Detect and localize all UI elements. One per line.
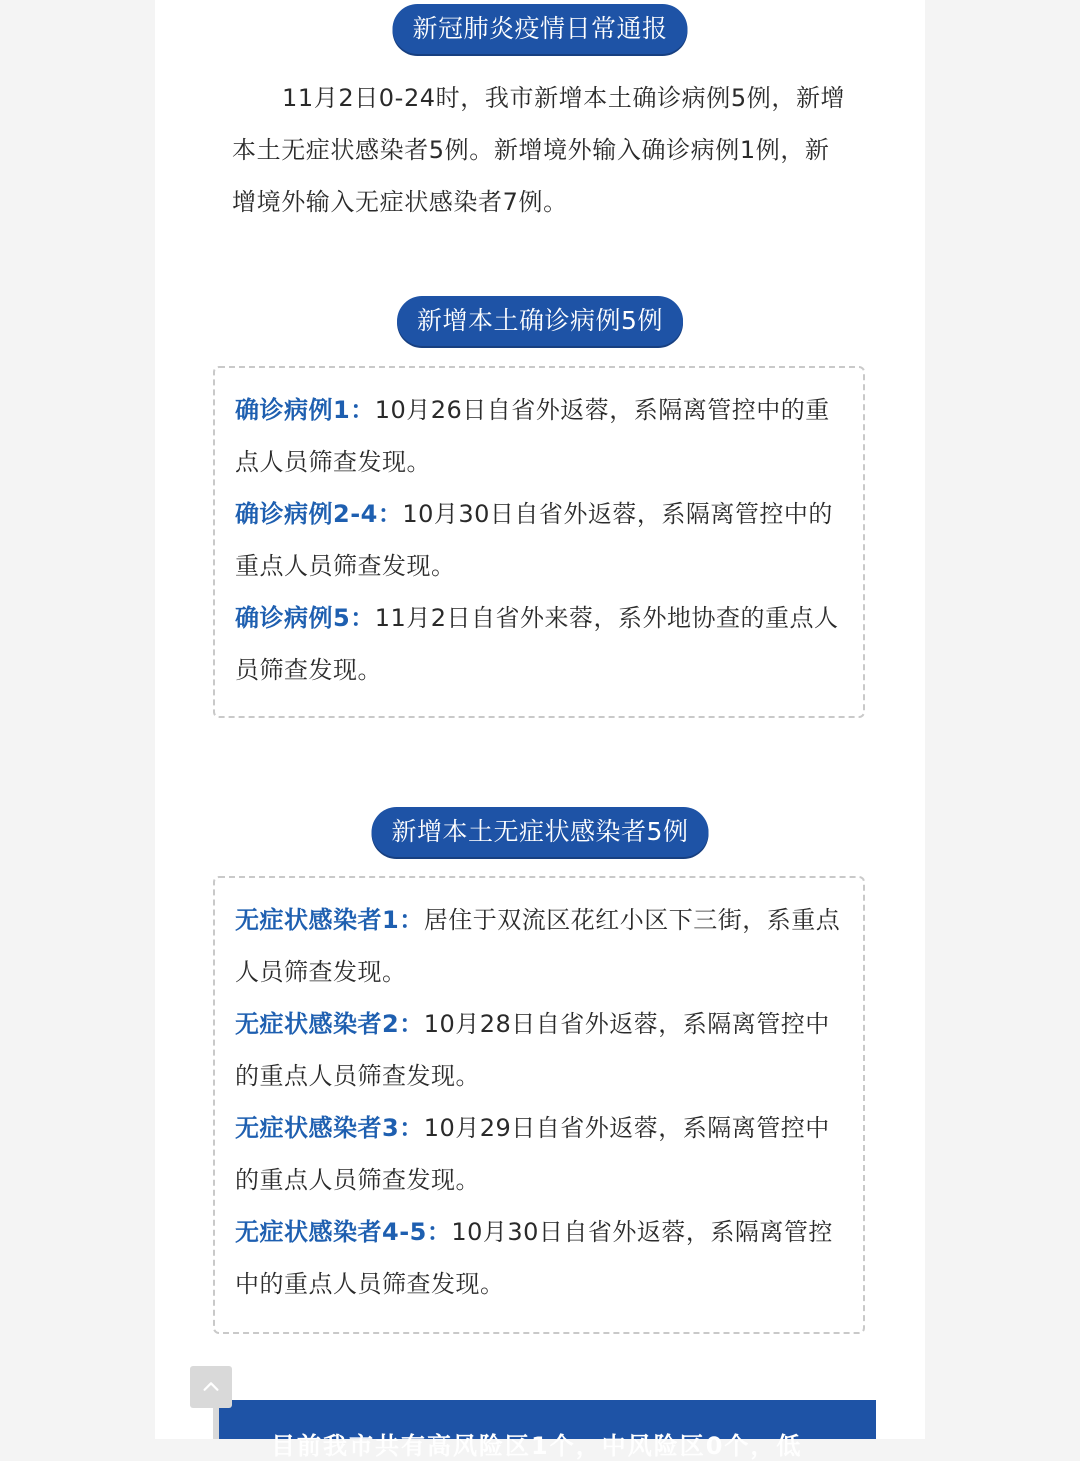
- case-label: 确诊病例2-4：: [235, 500, 403, 528]
- asymptomatic-case-item: [235, 998, 843, 1102]
- case-text: 11月2日自省外来蓉，系外地协查的重点人员筛查发现。: [235, 604, 839, 684]
- case-label: 确诊病例5：: [235, 604, 375, 632]
- case-text: 10月29日自省外返蓉，系隔离管控中的重点人员筛查发现。: [235, 1114, 830, 1194]
- case-text: 10月30日自省外返蓉，系隔离管控中的重点人员筛查发现。: [235, 1218, 833, 1298]
- asymptomatic-case-item: [235, 894, 843, 998]
- risk-area-banner-text: 目前我市共有高风险区1个，中风险区0个，低: [271, 1432, 803, 1460]
- case-label: 无症状感染者4-5：: [235, 1218, 452, 1246]
- intro-paragraph: 11月2日0-24时，我市新增本土确诊病例5例，新增本土无症状感染者5例。新增境外输入确诊病例1例，新增境外输入无症状感染者7例。: [232, 84, 846, 216]
- asymptomatic-cases-box: [213, 876, 865, 1334]
- chevron-up-icon: [200, 1376, 222, 1398]
- case-label: 无症状感染者1：: [235, 906, 424, 934]
- case-label: 无症状感染者2：: [235, 1010, 424, 1038]
- confirmed-case-item: [235, 592, 843, 696]
- confirmed-cases-box: [213, 366, 865, 718]
- case-text: 10月28日自省外返蓉，系隔离管控中的重点人员筛查发现。: [235, 1010, 830, 1090]
- asymptomatic-case-item: [235, 1206, 843, 1310]
- confirmed-case-item: [235, 384, 843, 488]
- case-text: 10月26日自省外返蓉，系隔离管控中的重点人员筛查发现。: [235, 396, 830, 476]
- case-text: 10月30日自省外返蓉，系隔离管控中的重点人员筛查发现。: [235, 500, 833, 580]
- confirmed-section-title: 新增本土确诊病例5例: [397, 296, 683, 346]
- asymptomatic-case-item: [235, 1102, 843, 1206]
- scroll-to-top-button[interactable]: [190, 1366, 232, 1408]
- risk-area-banner: [213, 1400, 876, 1460]
- asymptomatic-section-title: 新增本土无症状感染者5例: [372, 807, 709, 857]
- confirmed-case-item: [235, 488, 843, 592]
- case-text: 居住于双流区花红小区下三街，系重点人员筛查发现。: [235, 906, 841, 986]
- case-label: 无症状感染者3：: [235, 1114, 424, 1142]
- report-title-pill: 新冠肺炎疫情日常通报: [392, 4, 687, 54]
- case-label: 确诊病例1：: [235, 396, 375, 424]
